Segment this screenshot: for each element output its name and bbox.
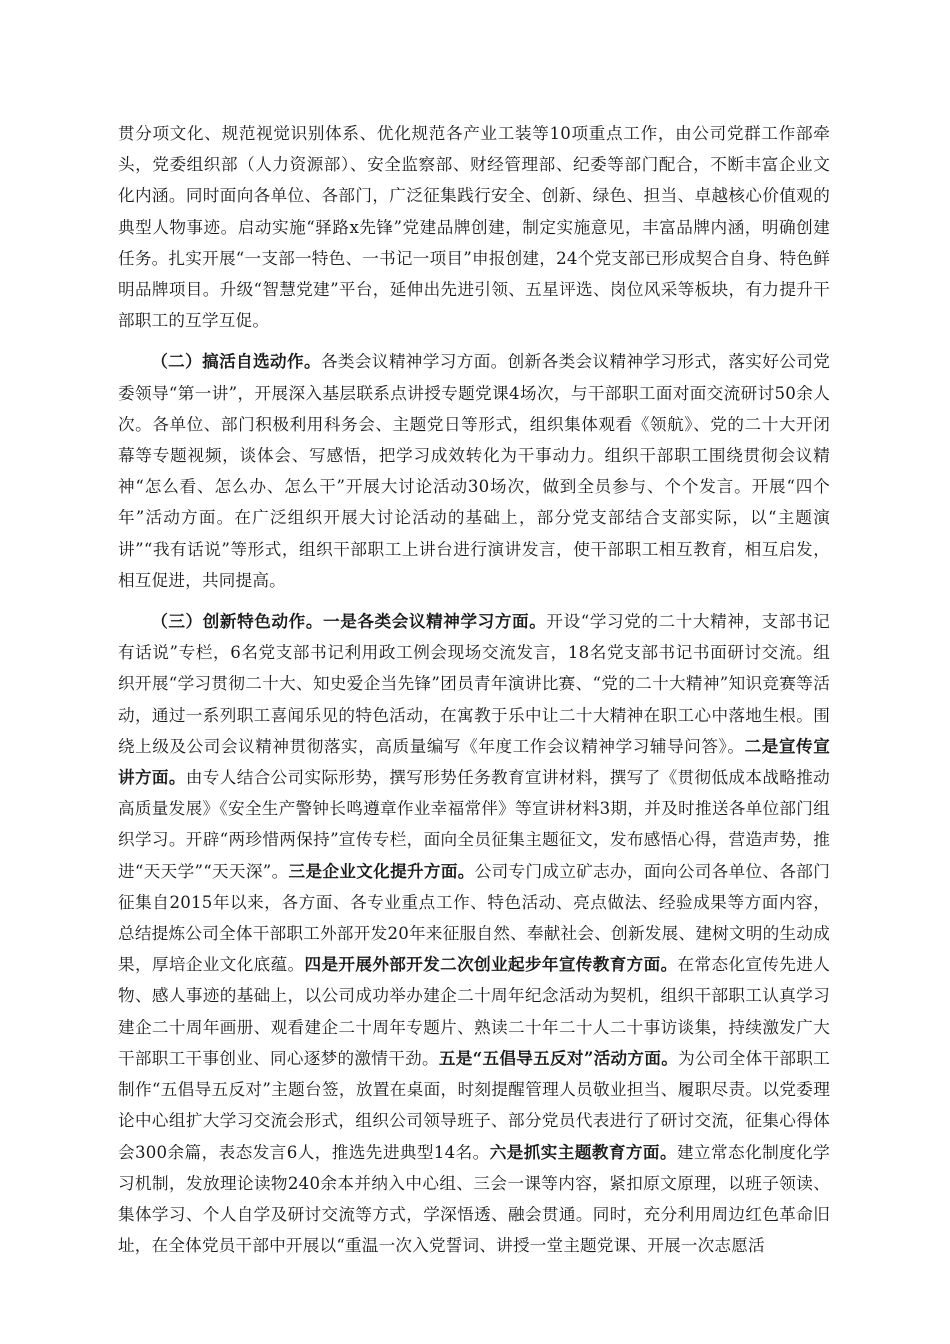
paragraph-1-text: 贯分项文化、规范视觉识别体系、优化规范各产业工装等10项重点工作，由公司党群工作部牵头，党委组织部（人力资源部）、安全监察部、财经管理部、纪委等部门配合，不断丰富企业文化内涵。同时面向各单位、各部门，广泛征集践行安全、创新、绿色、担当、卓越核心价值观的典型人物事迹。启动实施“驿路x先锋”党建品牌创建，制定实施意见，丰富品牌内涵，明确创建任务。扎实开展“一支部一特色、一书记一项目”申报创建，24个党支部已形成契合自身、特色鲜明品牌项目。升级“智慧党建”平台，延伸出先进引领、五星评选、岗位风采等板块，有力提升干部职工的互学互促。 <box>118 124 830 331</box>
subheading-4: 四是开展外部开发二次创业起步年宣传教育方面。 <box>304 954 678 975</box>
paragraph-1 <box>118 118 830 336</box>
subheading-5: 五是“五倡导五反对”活动方面。 <box>438 1047 679 1068</box>
paragraph-3-text-3: 公司专门成立矿志办，面向公司各单位、各部门征集自2015年以来，各方面、各专业重点工作、特色活动、亮点做法、经验成果等方面内容，总结提炼公司全体干部职工外部开发20年来征服自然、奉献社会、创新发展、建树文明的生动成果，厚培企业文化底蕴。 <box>118 861 830 975</box>
subheading-3: 三是企业文化提升方面。 <box>288 860 475 881</box>
paragraph-3-text-5: 为公司全体干部职工制作“五倡导五反对”主题台签，放置在桌面，时刻提醒管理人员敬业担当、履职尽责。以党委理论中心组扩大学习交流会形式，组织公司领导班子、部分党员代表进行了研讨交流，征集心得体会300余篇，表态发言6人，推选先进典型14名。 <box>118 1048 830 1162</box>
paragraph-2 <box>118 346 830 596</box>
subheading-6: 六是抓实主题教育方面。 <box>489 1141 677 1162</box>
paragraph-3-text-6: 建立常态化制度化学习机制，发放理论读物240余本并纳入中心组、三会一课等内容，紧扣原文原理，以班子领读、集体学习、个人自学及研讨交流等方式，学深悟透、融会贯通。同时，充分利用周边红色革命旧址，在全体党员干部中开展以“重温一次入党誓词、讲授一堂主题党课、开展一次志愿活 <box>118 1142 830 1256</box>
paragraph-3 <box>118 606 830 1261</box>
paragraph-3-text-2: 由专人结合公司实际形势，撰写形势任务教育宣讲材料，撰写了《贯彻低成本战略推动高质量发展》《安全生产警钟长鸣遵章作业幸福常伴》等宣讲材料3期，并及时推送各单位部门组织学习。开辟“两珍惜两保持”宣传专栏，面向全员征集主题征文，发布感悟心得，营造声势，推进“天天学”“天天深”。 <box>118 768 830 881</box>
paragraph-3-text-4: 在常态化宣传先进人物、感人事迹的基础上，以公司成功举办建企二十周年纪念活动为契机，组织干部职工认真学习建企二十周年画册、观看建企二十周年专题片、熟读二十年二十人二十事访谈集，持续激发广大干部职工干事创业、同心逐梦的激情干劲。 <box>118 955 830 1068</box>
paragraph-3-text-1: 开设“学习党的二十大精神，支部书记有话说”专栏，6名党支部书记利用政工例会现场交流发言，18名党支部书记书面研讨交流。组织开展“学习贯彻二十大、知史爱企当先锋”团员青年演讲比赛、“党的二十大精神”知识竞赛等活动，通过一系列职工喜闻乐见的特色活动，在寓教于乐中让二十大精神在职工心中落地生根。围绕上级及公司会议精神贯彻落实，高质量编写《年度工作会议精神学习辅导问答》。 <box>118 612 830 756</box>
document-body <box>118 118 830 1271</box>
section-heading-3: （三）创新特色动作。一是各类会议精神学习方面。 <box>151 611 547 632</box>
section-heading-2: （二）搞活自选动作。 <box>151 351 321 372</box>
subheading-2: 二是宣传宣讲方面。 <box>118 735 830 788</box>
paragraph-2-text: 各类会议精神学习方面。创新各类会议精神学习形式，落实好公司党委领导“第一讲”，开展深入基层联系点讲授专题党课4场次，与干部职工面对面交流研讨50余人次。各单位、部门积极利用科务会、主题党日等形式，组织集体观看《领航》、党的二十大开闭幕等专题视频，谈体会、写感悟，把学习成效转化为干事动力。组织干部职工围绕贯彻会议精神“怎么看、怎么办、怎么干”开展大讨论活动30场次，做到全员参与、个个发言。开展“四个年”活动方面。在广泛组织开展大讨论活动的基础上，部分党支部结合支部实际，以“主题演讲”“我有话说”等形式，组织干部职工上讲台进行演讲发言，使干部职工相互教育，相互启发，相互促进，共同提高。 <box>118 352 830 590</box>
